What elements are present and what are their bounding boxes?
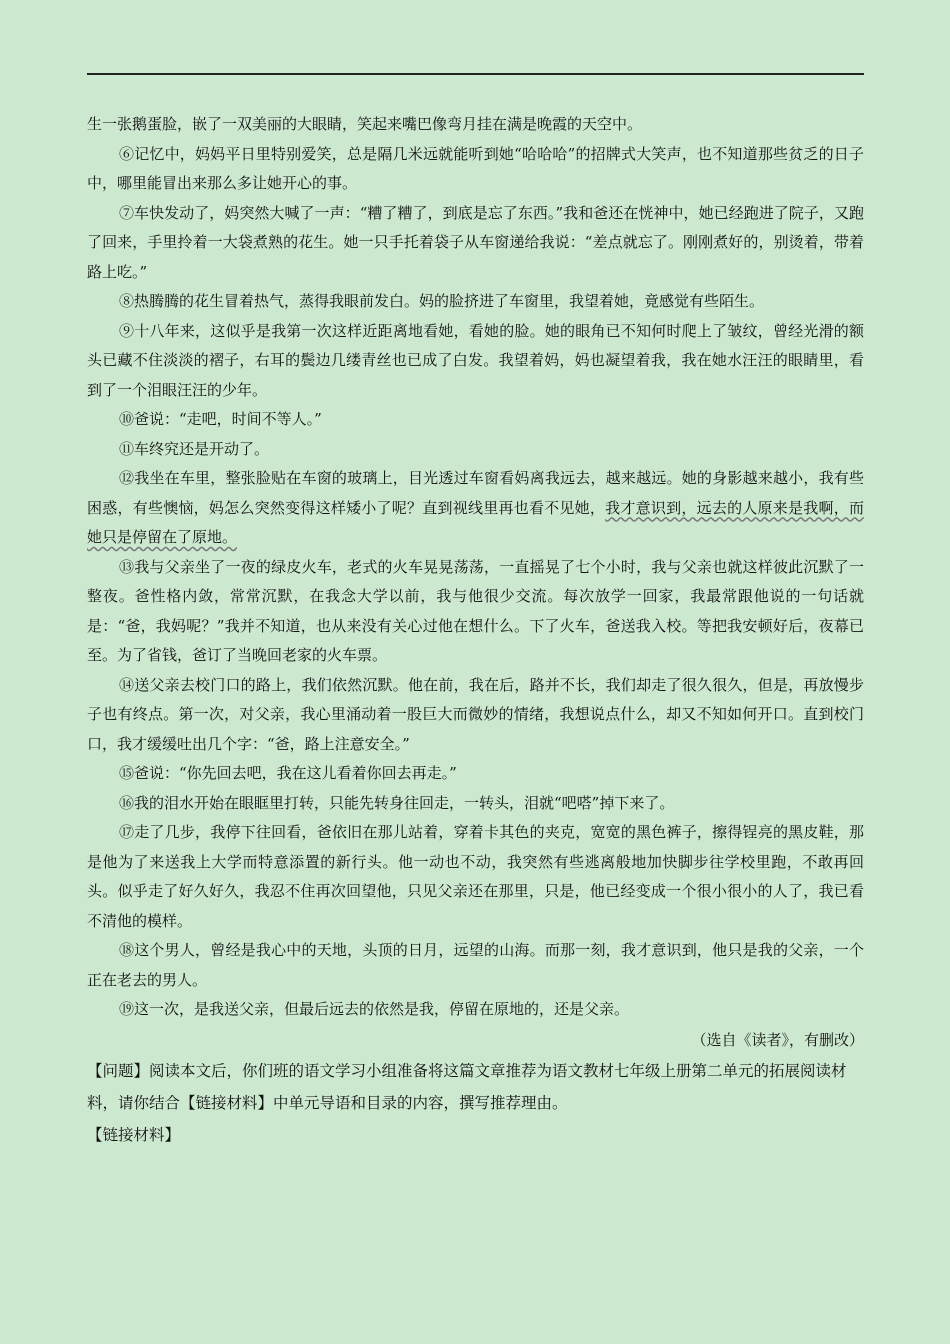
underlined-sentence: 我才意识到，远去的人原来是我啊，而她只是停留在了原地。 xyxy=(87,498,864,546)
paragraph-19: ⑲这一次，是我送父亲，但最后远去的依然是我，停留在原地的，还是父亲。 xyxy=(119,1000,630,1018)
paragraph-11: ⑪车终究还是开动了。 xyxy=(119,439,270,458)
paragraph-18: ⑱这个男人，曾经是我心中的天地，头顶的日月，远望的山海。而那一刻，我才意识到，他只是我的父亲，一个正在老去的男人。 xyxy=(87,941,864,989)
header-rule xyxy=(87,73,864,75)
paragraph-9: ⑨十八年来，这似乎是我第一次这样近距离地看她，看她的脸。她的眼角已不知何时爬上了皱纹，曾经光滑的额头已藏不住淡淡的褶子，右耳的鬓边几缕青丝也已成了白发。我望着妈，妈也凝望着我，我在她水汪汪的眼睛里，看到了一个泪眼汪汪的少年。 xyxy=(87,321,864,399)
paragraph-5-end: 生一张鹅蛋脸，嵌了一双美丽的大眼睛，笑起来嘴巴像弯月挂在满是晚霞的天空中。 xyxy=(87,115,643,133)
paragraph-12-text: ⑫我坐在车里，整张脸贴在车窗的玻璃上，目光透过车窗看妈离我远去，越来越远。她的身影越来越小，我有些困惑，有些懊恼，妈怎么突然变得这样矮小了呢？直到视线里再也看不见她， xyxy=(87,469,864,517)
paragraph-13: ⑬我与父亲坐了一夜的绿皮火车，老式的火车晃晃荡荡，一直摇晃了七个小时，我与父亲也就这样彼此沉默了一整夜。爸性格内敛，常常沉默，在我念大学以前，我与他很少交流。每次放学一回家，我最常跟他说的一句话就是：“爸，我妈呢？”我并不知道，也从来没有关心过他在想什么。下了火车，爸送我入校。等把我安顿好后，夜幕已至。为了省钱，爸订了当晚回老家的火车票。 xyxy=(87,557,864,664)
article-body xyxy=(87,110,864,1151)
paragraph-15: ⑮爸说：“你先回去吧，我在这儿看着你回去再走。” xyxy=(119,764,457,782)
paragraph-6: ⑥记忆中，妈妈平日里特别爱笑，总是隔几米远就能听到她“哈哈哈”的招牌式大笑声，也不知道那些贫乏的日子中，哪里能冒出来那么多让她开心的事。 xyxy=(87,144,864,192)
paragraph-10: ⑩爸说：“走吧，时间不等人。” xyxy=(119,410,322,428)
paragraph-8: ⑧热腾腾的花生冒着热气，蒸得我眼前发白。妈的脸挤进了车窗里，我望着她，竟感觉有些陌生。 xyxy=(119,292,765,310)
paragraph-17: ⑰走了几步，我停下往回看，爸依旧在那儿站着，穿着卡其色的夹克，宽宽的黑色裤子，擦得锃亮的黑皮鞋，那是他为了来送我上大学而特意添置的新行头。他一动也不动，我突然有些逃离般地加快脚步往学校里跑，不敢再回头。似乎走了好久好久，我忍不住再次回望他，只见父亲还在那里，只是，他已经变成一个很小很小的人了，我已看不清他的模样。 xyxy=(87,823,864,930)
paragraph-12 xyxy=(87,464,864,553)
paragraph-16: ⑯我的泪水开始在眼眶里打转，只能先转身往回走，一转头，泪就“吧嗒”掉下来了。 xyxy=(119,793,675,812)
source-citation: （选自《读者》，有删改） xyxy=(691,1030,864,1049)
paragraph-7: ⑦车快发动了，妈突然大喊了一声：“糟了糟了，到底是忘了东西。”我和爸还在恍神中，她已经跑进了院子，又跑了回来，手里拎着一大袋煮熟的花生。她一只手托着袋子从车窗递给我说：“差点就忘了。刚刚煮好的，别烫着，带着路上吃。” xyxy=(87,203,864,281)
link-material-heading: 【链接材料】 xyxy=(87,1125,181,1144)
paragraph-14: ⑭送父亲去校门口的路上，我们依然沉默。他在前，我在后，路并不长，我们却走了很久很久，但是，再放慢步子也有终点。第一次，对父亲，我心里涌动着一股巨大而微妙的情绪，我想说点什么，却又不知如何开口。直到校门口，我才缓缓吐出几个字：“爸，路上注意安全。” xyxy=(87,675,864,753)
question-prompt: 【问题】阅读本文后，你们班的语文学习小组准备将这篇文章推荐为语文教材七年级上册第二单元的拓展阅读材料，请你结合【链接材料】中单元导语和目录的内容，撰写推荐理由。 xyxy=(87,1061,847,1112)
